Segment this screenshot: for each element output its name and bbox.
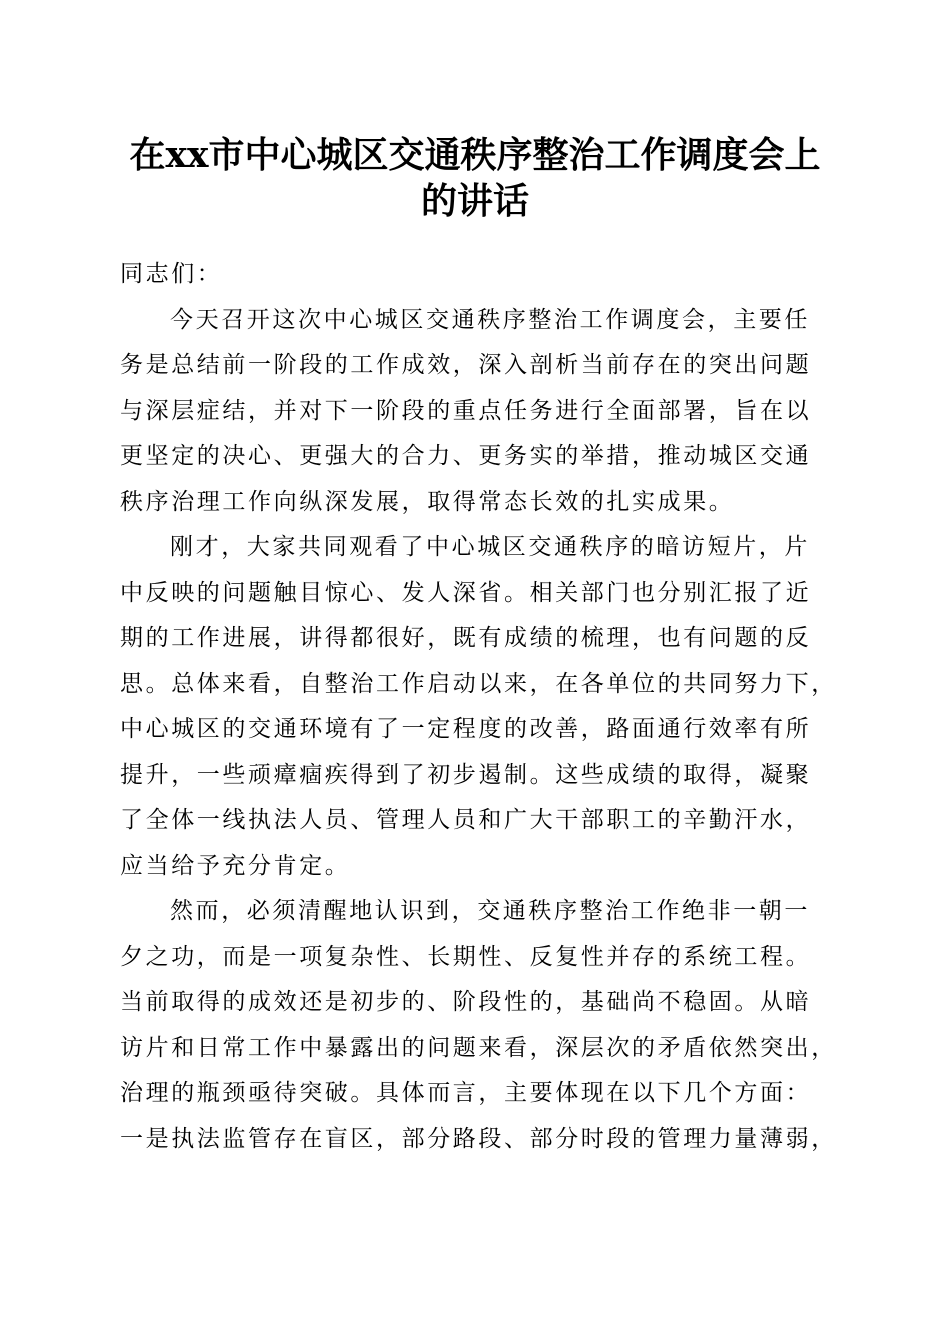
paragraph-line: 刚才，大家共同观看了中心城区交通秩序的暗访短片，片	[170, 534, 810, 560]
paragraph-line: 中心城区的交通环境有了一定程度的改善，路面通行效率有所	[120, 716, 812, 742]
salutation: 同志们：	[120, 261, 223, 287]
paragraph-line: 思。总体来看，自整治工作启动以来，在各单位的共同努力下，	[120, 670, 837, 697]
paragraph-2	[120, 525, 836, 889]
paragraph-line: 了全体一线执法人员、管理人员和广大干部职工的辛勤汗水，	[120, 807, 812, 833]
document-title	[100, 132, 850, 224]
paragraph-line: 治理的瓶颈亟待突破。具体而言，主要体现在以下几个方面：	[120, 1080, 812, 1106]
paragraph-1	[120, 298, 836, 526]
document-body	[120, 252, 836, 1162]
paragraph-line: 提升，一些顽瘴痼疾得到了初步遏制。这些成绩的取得，凝聚	[120, 761, 812, 788]
paragraph-line: 访片和日常工作中暴露出的问题来看，深层次的矛盾依然突出，	[120, 1034, 837, 1061]
title-line-1: 在xx市中心城区交通秩序整治工作调度会上	[129, 134, 821, 176]
paragraph-line: 更坚定的决心、更强大的合力、更务实的举措，推动城区交通	[120, 443, 812, 469]
paragraph-line: 一是执法监管存在盲区，部分路段、部分时段的管理力量薄弱，	[120, 1125, 837, 1152]
paragraph-line: 秩序治理工作向纵深发展，取得常态长效的扎实成果。	[120, 488, 735, 515]
paragraph-line: 务是总结前一阶段的工作成效，深入剖析当前存在的突出问题	[120, 352, 812, 378]
paragraph-line: 中反映的问题触目惊心、发人深省。相关部门也分别汇报了近	[120, 579, 812, 606]
paragraph-line: 与深层症结，并对下一阶段的重点任务进行全面部署，旨在以	[120, 397, 812, 424]
title-line-2: 的讲话	[420, 180, 529, 222]
paragraph-line: 当前取得的成效还是初步的、阶段性的，基础尚不稳固。从暗	[120, 989, 812, 1015]
paragraph-3	[120, 889, 836, 1162]
paragraph-line: 今天召开这次中心城区交通秩序整治工作调度会，主要任	[170, 306, 810, 333]
paragraph-line: 然而，必须清醒地认识到，交通秩序整治工作绝非一朝一	[170, 898, 810, 924]
paragraph-line: 应当给予充分肯定。	[120, 852, 351, 879]
paragraph-line: 期的工作进展，讲得都很好，既有成绩的梳理，也有问题的反	[120, 625, 812, 651]
paragraph-line: 夕之功，而是一项复杂性、长期性、反复性并存的系统工程。	[120, 943, 812, 970]
